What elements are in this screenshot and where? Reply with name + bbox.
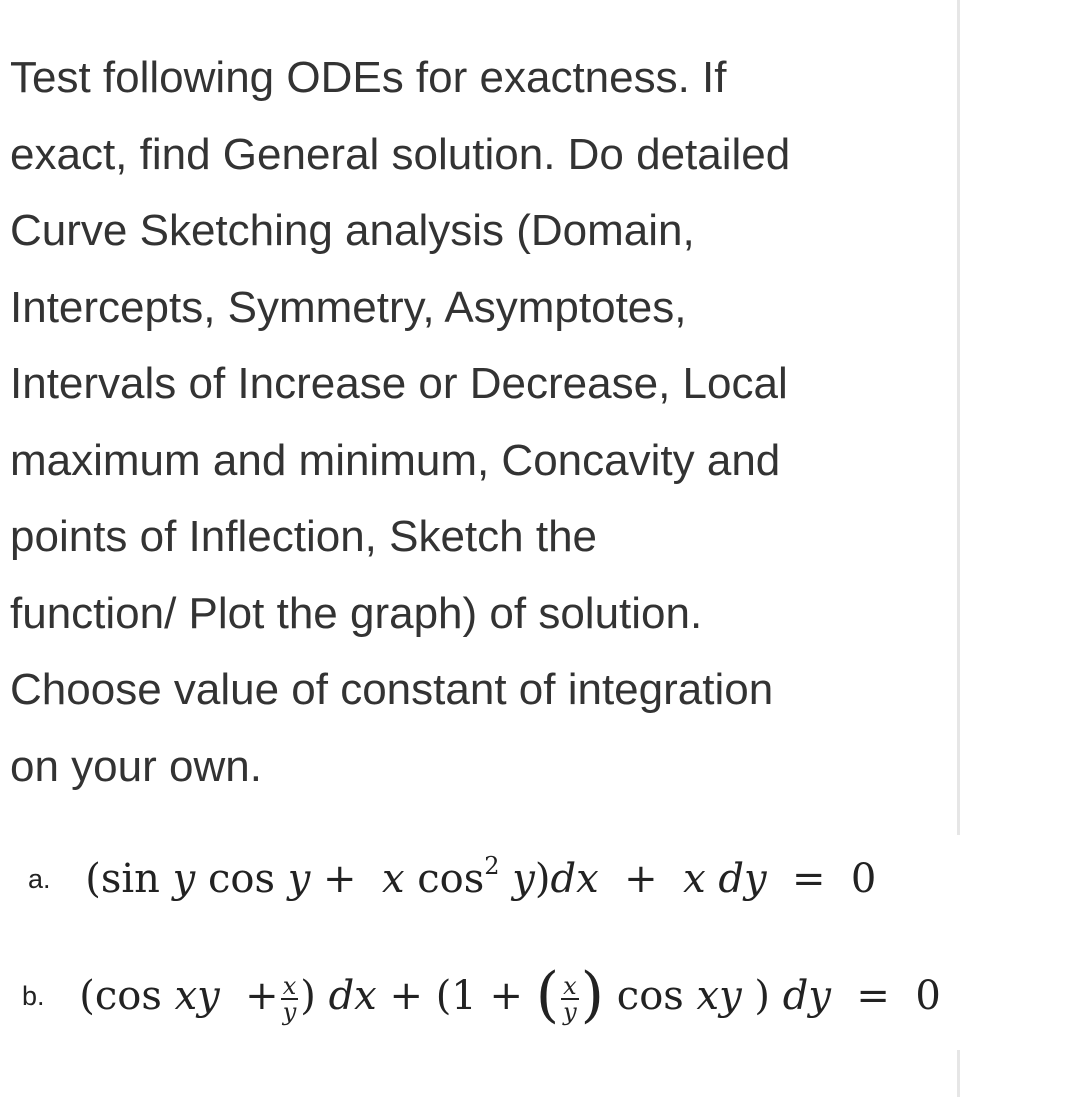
prompt-line: maximum and minimum, Concavity and — [10, 435, 781, 485]
content-divider-bottom — [957, 1050, 960, 1097]
prompt-line: Curve Sketching analysis (Domain, — [10, 206, 695, 255]
equation-label: b. — [22, 981, 45, 1011]
content-divider — [957, 0, 960, 835]
prompt-line: on your own. — [10, 741, 262, 791]
equation-label: a. — [28, 864, 51, 894]
prompt-line: Choose value of constant of integration — [10, 665, 774, 714]
equation-a-math: (sin y cos y + x $\cos^2 y)dx + x$ dy = 0 — [85, 852, 877, 902]
equation-a — [28, 852, 876, 902]
fraction-x-over-y: $\frac{x}{y}$ — [282, 972, 297, 1026]
prompt-line: Intervals of Increase or Decrease, Local — [10, 359, 788, 408]
problem-statement — [10, 40, 945, 805]
equation-b — [22, 960, 941, 1030]
equation-b-math: (cos xy + $\frac{x}{y}$ ) dx + (1 + ( $\frac{x}{y}$ ) cos xy ) dy = 0 — [79, 960, 941, 1030]
prompt-line: Test following ODEs for exactness. If — [10, 53, 727, 102]
prompt-line: Intercepts, Symmetry, Asymptotes, — [10, 282, 687, 332]
prompt-line: function/ Plot the graph) of solution. — [10, 588, 703, 638]
fraction-x-over-y: $\frac{x}{y}$ — [563, 972, 577, 1026]
prompt-line: exact, find General solution. Do detailed — [10, 129, 791, 179]
prompt-line: points of Inflection, Sketch the — [10, 512, 598, 561]
